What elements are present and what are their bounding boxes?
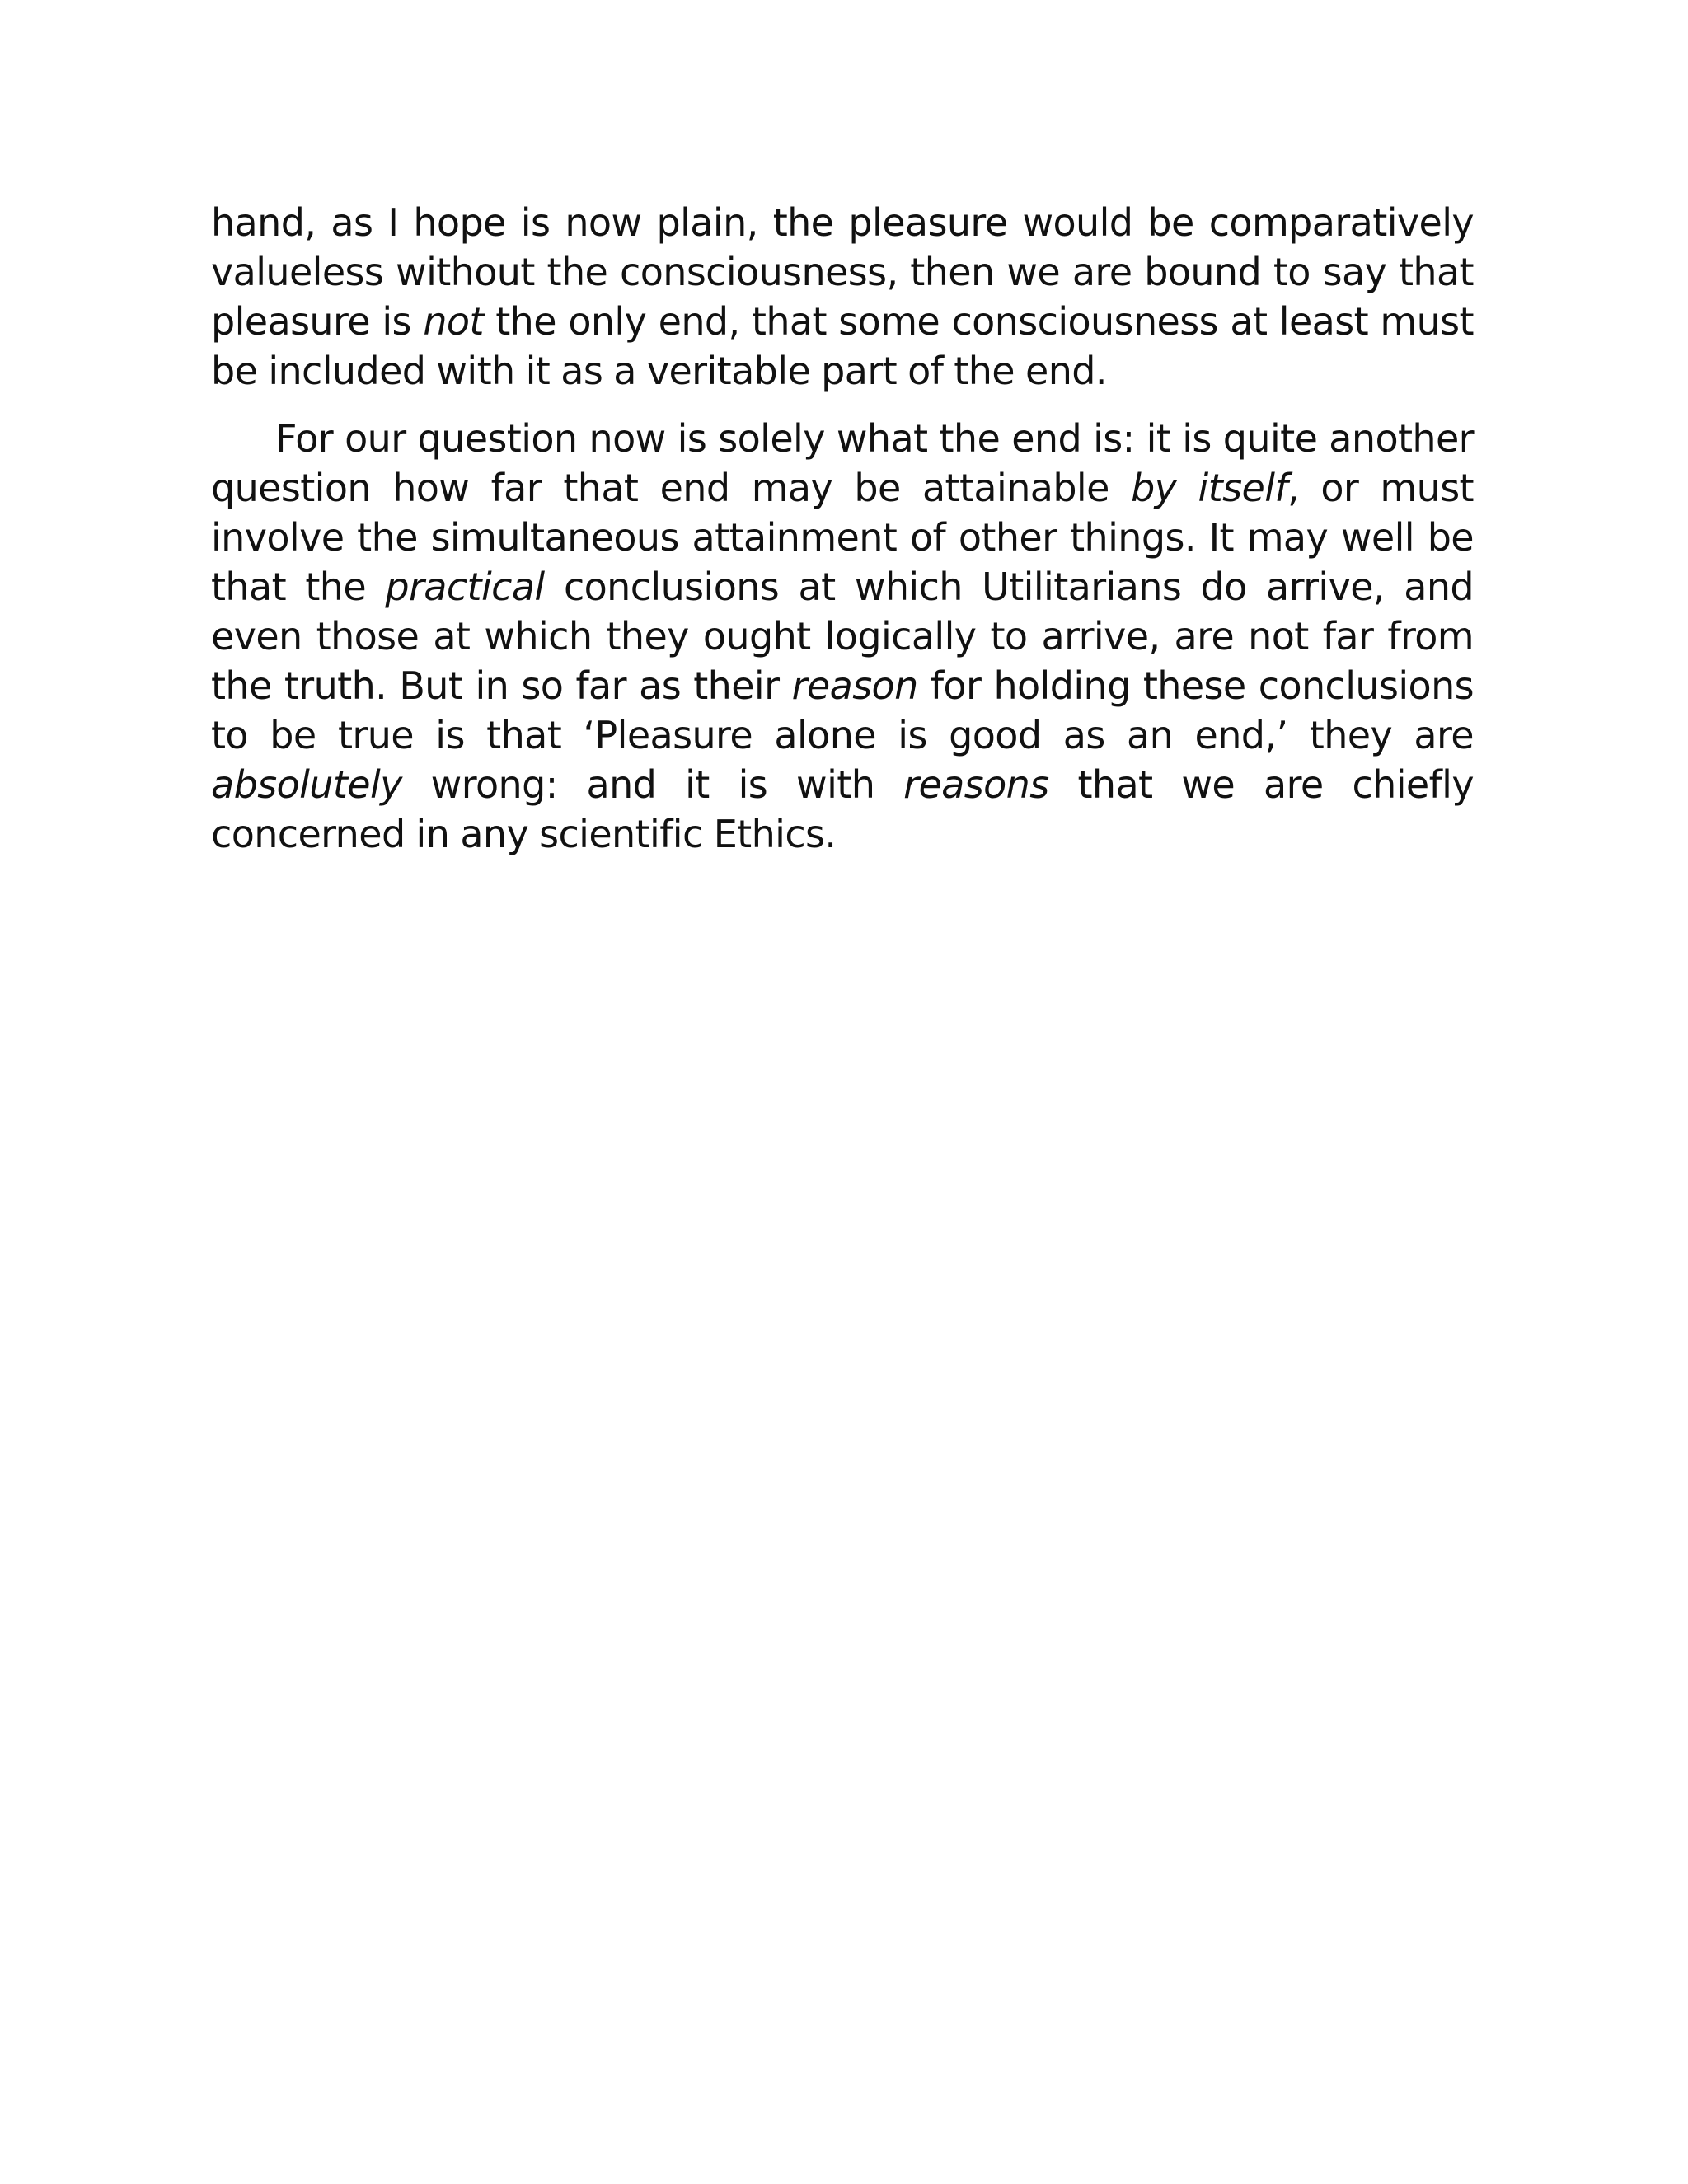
paragraph-2 [211,414,1474,859]
italic-segment: by itself [1131,466,1288,510]
text-segment: conclusions at which Utilitarians do arrive, and even those at which they ought logically to arrive, are not far from the truth. But in so far as their [211,565,1474,708]
italic-segment: not [423,299,484,344]
text-segment: , or must involve the simultaneous attainment of other things. It may well be that the [211,466,1474,609]
text-segment: wrong: and it is with [401,762,904,807]
italic-segment: reason [791,663,918,708]
text-segment: hand, as I hope is now plain, the pleasure would be comparatively valueless without the consciousness, then we are bound to say that pleasure is [211,200,1474,344]
text-segment: that we are chiefly concerned in any scientific Ethics. [211,762,1474,856]
body-text [211,198,1474,859]
paragraph-1 [211,198,1474,396]
italic-segment: reasons [903,762,1049,807]
italic-segment: absolutely [211,762,402,807]
text-segment: the only end, that some consciousness at least must be included with it as a veritable part of the end. [211,299,1474,393]
text-segment: For our question now is solely what the end is: it is quite another question how far that end may be attainable [211,416,1474,510]
italic-segment: practical [385,565,545,609]
text-segment: for holding these conclusions to be true is that ‘Pleasure alone is good as an end,’ they are [211,663,1474,757]
